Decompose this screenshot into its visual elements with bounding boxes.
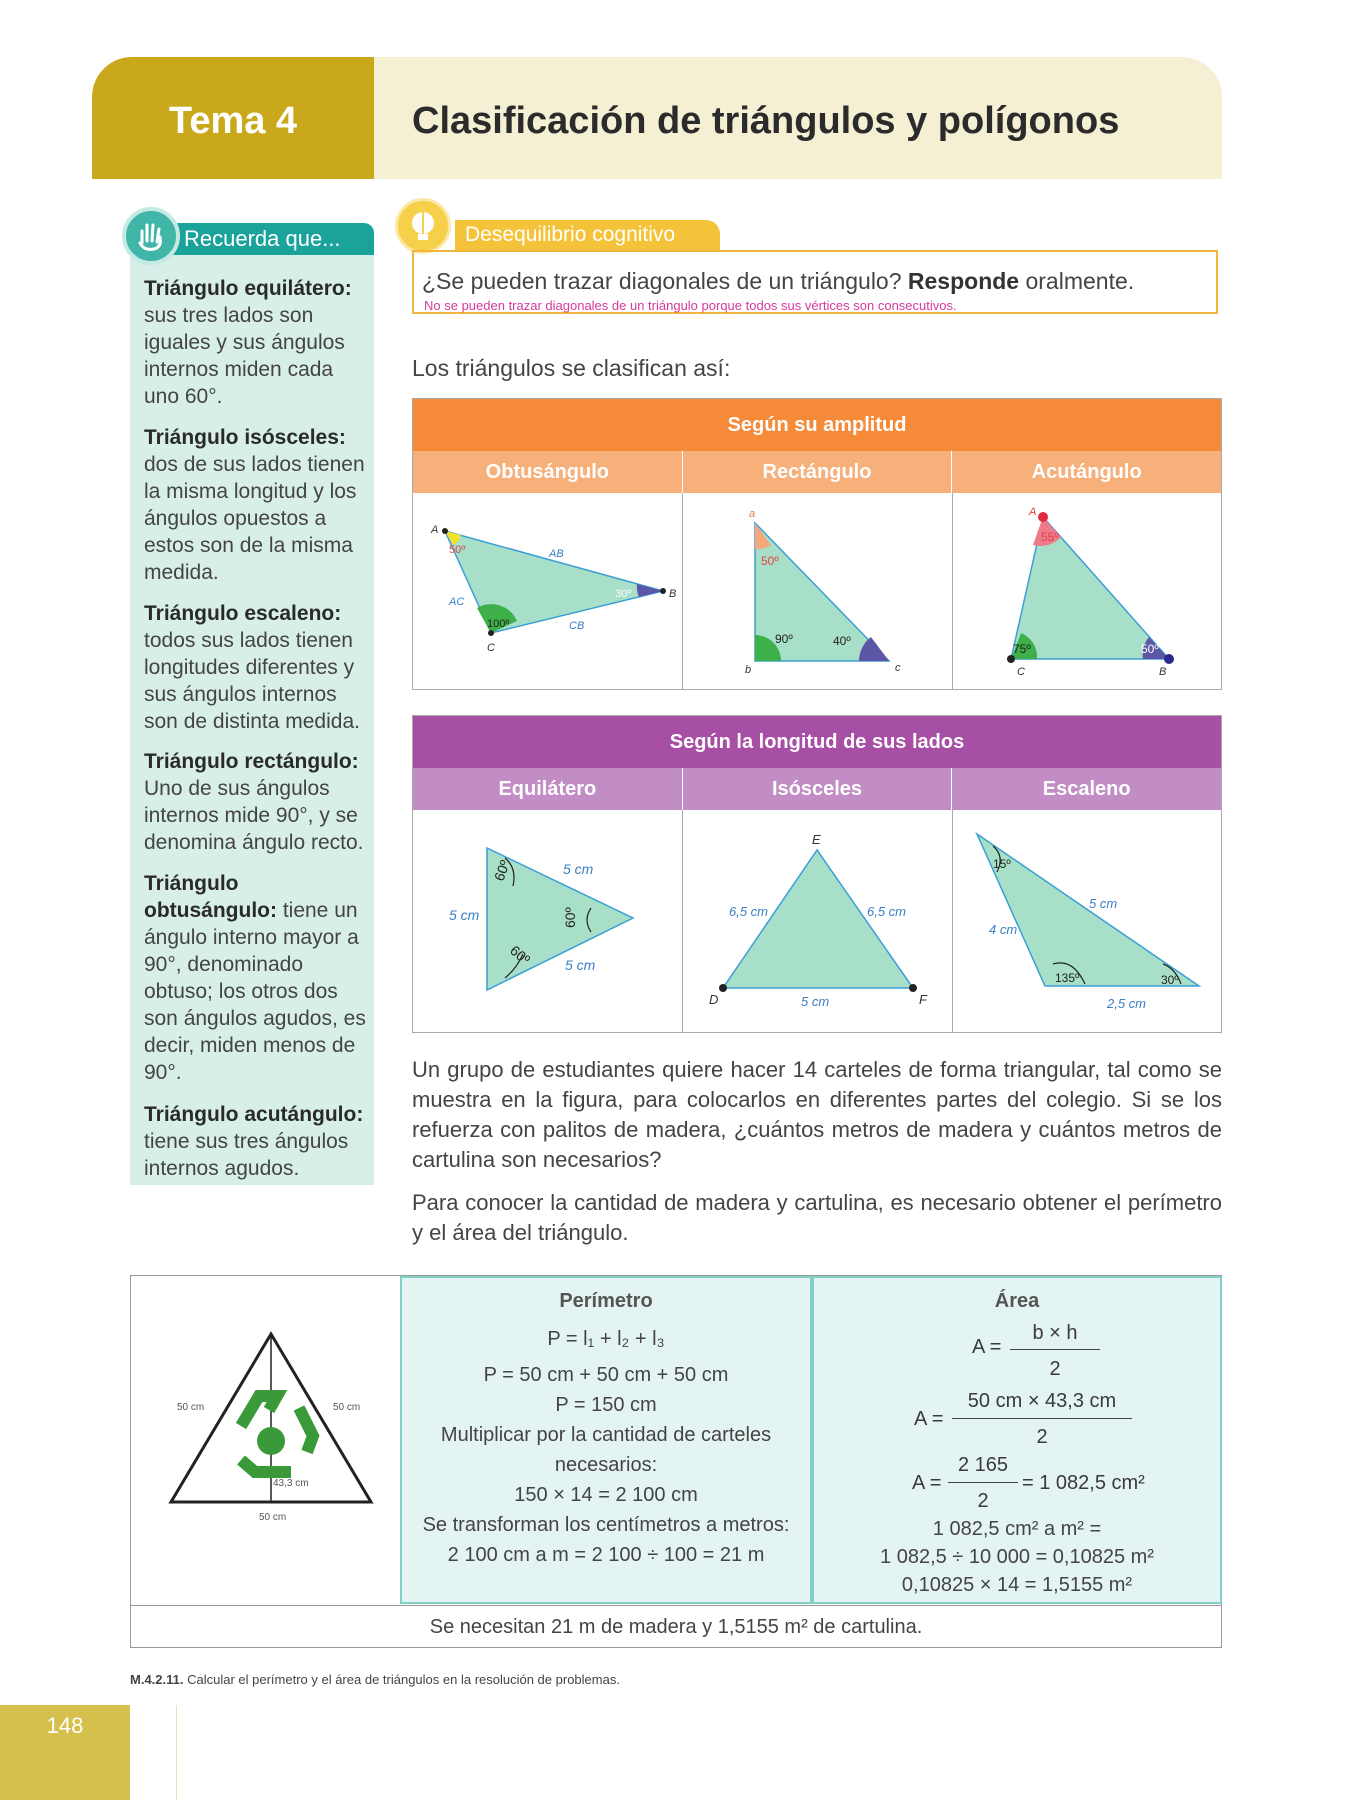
side-cb: CB xyxy=(569,620,585,632)
skill-code: M.4.2.11. Calcular el perímetro y el área de triángulos en la resolución de problemas. xyxy=(130,1672,620,1687)
area-line: 1 082,5 cm² a m² = xyxy=(932,1518,1102,1540)
cell-acutangulo xyxy=(953,493,1222,689)
figure-bottom-label: 50 cm xyxy=(259,1512,287,1523)
equilateral-triangle-figure xyxy=(413,810,682,1032)
cell-obtusangulo xyxy=(413,493,683,689)
perimetro-line: necesarios: xyxy=(554,1454,658,1476)
side-label: 5 cm xyxy=(563,861,594,877)
page-number: 148 xyxy=(46,1713,84,1738)
col-equilatero: Equilátero xyxy=(413,768,683,810)
area-f2-den: 2 xyxy=(1036,1426,1048,1448)
angle-label: 50º xyxy=(449,544,466,556)
cartel-figure-cell xyxy=(131,1276,399,1604)
area-f3-rhs: = 1 082,5 cm² xyxy=(1022,1472,1145,1494)
perimetro-line: Se transforman los centímetros a metros: xyxy=(422,1514,790,1536)
figure-left-label: 50 cm xyxy=(177,1402,205,1413)
side-label: 5 cm xyxy=(449,907,480,923)
vertex-e: E xyxy=(812,832,821,847)
lados-table xyxy=(412,715,1222,1033)
angle-label: 100º xyxy=(487,618,510,630)
col-rectangulo: Rectángulo xyxy=(683,451,953,493)
right-triangle-figure xyxy=(683,493,952,689)
perimetro-line: P = 150 cm xyxy=(555,1394,657,1416)
def-escaleno: Triángulo escaleno: todos sus lados tienen longitudes diferentes y sus ángulos internos son de distinta medida. xyxy=(144,602,360,733)
angle-label: 30º xyxy=(615,588,632,600)
col-escaleno: Escaleno xyxy=(1042,777,1131,800)
isosceles-triangle-figure xyxy=(683,810,952,1032)
angle-label: 50º xyxy=(1141,642,1159,656)
cell-rectangulo xyxy=(683,493,953,689)
def-obtusangulo: Triángulo obtusángulo: tiene un ángulo interno mayor a 90°, denominado obtuso; los otros dos son ángulos agudos, es decir, miden menos de 90°. xyxy=(144,872,366,1084)
vertex-b: B xyxy=(669,588,677,600)
vertex-b: b xyxy=(745,664,752,676)
angle-label: 60º xyxy=(507,942,534,968)
area-f3-den: 2 xyxy=(977,1490,989,1512)
figure-height-label: 43,3 cm xyxy=(273,1478,309,1489)
angle-label: 50º xyxy=(761,554,779,568)
area-f1-lhs: A = xyxy=(972,1336,1002,1358)
cell-escaleno xyxy=(953,810,1222,1032)
area-f3-num: 2 165 xyxy=(957,1454,1009,1476)
vertex-c: C xyxy=(487,642,495,654)
recuerda-tab: Recuerda que... xyxy=(170,223,374,255)
lados-title: Según la longitud de sus lados xyxy=(413,716,1221,768)
solution-result: Se necesitan 21 m de madera y 1,5155 m² de cartulina. xyxy=(131,1605,1221,1647)
angle-label: 60º xyxy=(490,858,513,884)
area-line: 0,10825 × 14 = 1,5155 m² xyxy=(901,1574,1133,1596)
vertex-f: F xyxy=(919,992,927,1007)
side-label: 4 cm xyxy=(989,922,1018,937)
def-equilatero: Triángulo equilátero: sus tres lados son iguales y sus ángulos internos miden cada uno 60°. xyxy=(144,277,352,408)
side-label: 6,5 cm xyxy=(867,904,907,919)
side-label: 5 cm xyxy=(801,994,830,1009)
col-isosceles: Isósceles xyxy=(683,768,953,810)
perimetro-line: P = 50 cm + 50 cm + 50 cm xyxy=(483,1364,729,1386)
area-title: Área xyxy=(994,1290,1040,1312)
vertex-a: A xyxy=(1029,506,1037,518)
def-isosceles: Triángulo isósceles: dos de sus lados tienen la misma longitud y los ángulos opuestos a estos son de la misma medida. xyxy=(144,426,365,584)
fraction-bar xyxy=(952,1418,1132,1419)
desequilibrio-question: ¿Se pueden trazar diagonales de un triángulo? Responde oralmente. xyxy=(422,268,1135,294)
amplitud-title: Según su amplitud xyxy=(413,399,1221,451)
problem-text-2: Para conocer la cantidad de madera y cartulina, es necesario obtener el perímetro y el área del triángulo. xyxy=(412,1190,1222,1245)
vertex-d: D xyxy=(709,992,719,1007)
scalene-triangle-figure xyxy=(953,810,1222,1032)
fraction-bar xyxy=(948,1482,1018,1483)
side-label: 6,5 cm xyxy=(729,904,769,919)
area-f1-num: b × h xyxy=(1032,1322,1078,1344)
area-f3-lhs: A = xyxy=(912,1472,942,1494)
cell-equilatero xyxy=(413,810,683,1032)
def-rectangulo: Triángulo rectángulo: Uno de sus ángulos internos mide 90°, y se denomina ángulo recto. xyxy=(144,750,364,854)
perimetro-line: P = l₁ + l₂ + l₃ xyxy=(547,1328,665,1350)
vertex-a: A xyxy=(431,524,439,536)
page-divider xyxy=(176,1705,177,1800)
page-title: Clasificación de triángulos y polígonos xyxy=(412,100,1120,142)
area-cell xyxy=(812,1276,1222,1604)
desequilibrio-answer: No se pueden trazar diagonales de un triángulo porque todos sus vértices son consecutivos. xyxy=(424,298,957,313)
vertex-b: B xyxy=(1159,666,1167,678)
obtuse-triangle-figure xyxy=(413,493,682,689)
amplitud-table xyxy=(412,398,1222,690)
vertex-a: a xyxy=(749,508,756,520)
desequilibrio-tab: Desequilibrio cognitivo xyxy=(455,220,720,250)
problem-text: Un grupo de estudiantes quiere hacer 14 carteles de forma triangular, tal como se muestra en la figura, para colocarlos en diferentes partes del colegio. Si se los refuerza con palitos de madera, ¿cuántos metros de madera y cuántos metros de cartulina son necesarios? xyxy=(412,1057,1222,1172)
side-label: 5 cm xyxy=(1089,896,1118,911)
area-f2-lhs: A = xyxy=(914,1408,944,1430)
recycle-triangle-figure xyxy=(131,1276,399,1604)
side-label: 2,5 cm xyxy=(1107,996,1147,1011)
perimetro-cell xyxy=(400,1276,812,1604)
lightbulb-icon xyxy=(395,198,451,254)
angle-label: 30º xyxy=(1161,973,1179,987)
def-acutangulo: Triángulo acutángulo: tiene sus tres ángulos internos agudos. xyxy=(144,1103,364,1180)
side-ac: AC xyxy=(449,596,465,608)
hand-icon xyxy=(122,207,180,265)
area-line: 1 082,5 ÷ 10 000 = 0,10825 m² xyxy=(880,1546,1154,1568)
angle-label: 55º xyxy=(1041,530,1059,544)
perimetro-title: Perímetro xyxy=(559,1290,653,1312)
area-f2-num: 50 cm × 43,3 cm xyxy=(967,1390,1117,1412)
intro-text: Los triángulos se clasifican así: xyxy=(412,355,731,381)
area-f1-den: 2 xyxy=(1049,1358,1061,1380)
angle-label: 40º xyxy=(833,634,851,648)
figure-right-label: 50 cm xyxy=(333,1402,361,1413)
angle-label: 15º xyxy=(993,857,1011,871)
col-acutangulo: Acutángulo xyxy=(1031,460,1142,483)
acute-triangle-figure xyxy=(953,493,1222,689)
perimetro-line: Multiplicar por la cantidad de carteles xyxy=(440,1424,772,1446)
vertex-c: C xyxy=(1017,666,1025,678)
col-obtusangulo: Obtusángulo xyxy=(413,451,683,493)
angle-label: 135º xyxy=(1055,971,1080,985)
angle-label: 75º xyxy=(1013,642,1031,656)
fraction-bar xyxy=(1010,1349,1100,1350)
angle-label: 60º xyxy=(562,907,578,928)
perimetro-line: 2 100 cm a m = 2 100 ÷ 100 = 21 m xyxy=(447,1544,765,1566)
perimetro-line: 150 × 14 = 2 100 cm xyxy=(514,1484,698,1506)
angle-label: 90º xyxy=(775,632,793,646)
side-ab: AB xyxy=(549,548,564,560)
vertex-c: c xyxy=(895,662,901,674)
tema-label: Tema 4 xyxy=(168,100,298,142)
cell-isosceles xyxy=(683,810,953,1032)
side-label: 5 cm xyxy=(565,957,596,973)
